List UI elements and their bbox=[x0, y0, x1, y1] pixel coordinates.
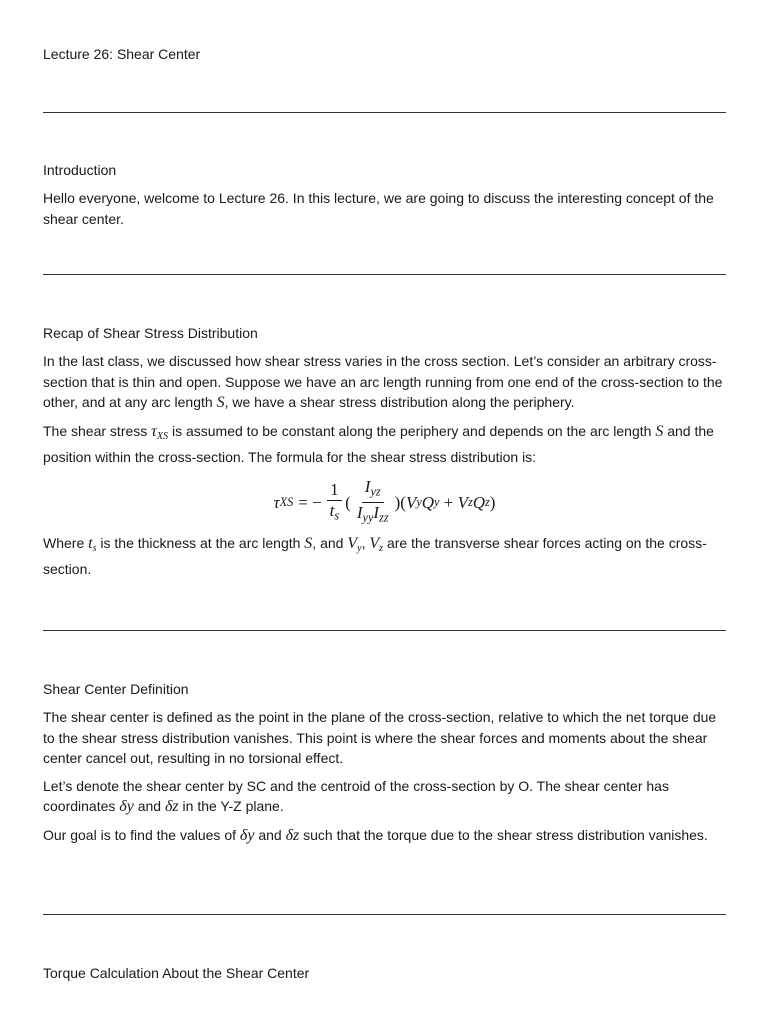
section-torque-calculation bbox=[43, 964, 726, 991]
math-sub: XS bbox=[156, 430, 169, 442]
section-shear-center-definition bbox=[43, 680, 726, 853]
text: in the Y-Z plane. bbox=[178, 798, 284, 814]
paragraph bbox=[43, 351, 726, 414]
math-var: δz bbox=[285, 826, 300, 844]
eq-num: 1 bbox=[327, 481, 342, 501]
divider bbox=[43, 274, 726, 275]
section-recap bbox=[43, 324, 726, 587]
eq-var: V bbox=[457, 492, 468, 512]
math-var: δy bbox=[119, 798, 134, 815]
text: is the thickness at the arc length bbox=[96, 534, 305, 551]
eq-sub: s bbox=[334, 508, 340, 523]
paragraph bbox=[43, 421, 726, 468]
eq-paren: ( bbox=[400, 492, 406, 512]
math-var: V bbox=[347, 534, 358, 552]
math-var: S bbox=[655, 422, 664, 440]
text: such that the torque due to the shear stress distribution vanishes. bbox=[299, 826, 708, 843]
eq-paren: ) bbox=[489, 492, 496, 512]
text: , bbox=[361, 534, 370, 551]
math-var: V bbox=[369, 534, 380, 552]
text: and the position within the cross-section. The formula for the shear stress distribution is: bbox=[43, 422, 714, 466]
eq-fraction bbox=[327, 481, 343, 525]
divider bbox=[43, 914, 726, 915]
section-introduction bbox=[43, 161, 726, 236]
page-title: Lecture 26: Shear Center bbox=[43, 46, 201, 62]
eq-paren: ) bbox=[394, 492, 401, 512]
eq-var: I bbox=[373, 503, 380, 523]
eq-sub: y bbox=[434, 495, 440, 510]
text: are the transverse shear forces acting on the cross-section. bbox=[43, 534, 707, 578]
eq-sub: yy bbox=[362, 510, 374, 525]
eq-var: V bbox=[405, 492, 417, 512]
eq-operator: + bbox=[439, 492, 458, 512]
text: Our goal is to find the values of bbox=[43, 826, 240, 843]
text: , and bbox=[312, 534, 348, 551]
math-var: δz bbox=[164, 798, 179, 815]
section-heading: Torque Calculation About the Shear Center bbox=[43, 965, 310, 981]
eq-den bbox=[327, 501, 343, 525]
divider bbox=[43, 112, 726, 113]
eq-sub: yz bbox=[370, 485, 381, 500]
eq-var: I bbox=[364, 477, 371, 497]
eq-sub: y bbox=[416, 495, 422, 510]
text: The shear stress bbox=[43, 422, 152, 439]
eq-num bbox=[362, 478, 384, 503]
eq-sub: zz bbox=[379, 510, 389, 525]
math-var: τ bbox=[151, 422, 157, 440]
text: and bbox=[254, 826, 286, 843]
paragraph bbox=[43, 776, 726, 818]
text: Where bbox=[43, 534, 89, 551]
eq-var: Q bbox=[421, 492, 435, 512]
section-heading: Shear Center Definition bbox=[43, 681, 189, 697]
paragraph bbox=[43, 533, 726, 580]
paragraph: The shear center is defined as the point in the plane of the cross-section, relative to which the net torque due to the shear stress distribution vanishes. This point is where the shear forces and moments about the shear center cancel out, resulting in no torsional effect. bbox=[43, 709, 717, 766]
divider bbox=[43, 630, 726, 631]
text: Let’s denote the shear center by SC and the centroid of the cross-section by O. The shear center has coordinates bbox=[43, 777, 669, 814]
math-sub: s bbox=[92, 542, 97, 554]
section-heading: Recap of Shear Stress Distribution bbox=[43, 325, 258, 341]
paragraph bbox=[43, 825, 726, 847]
text: , we have a shear stress distribution along the periphery. bbox=[224, 394, 575, 410]
text: In the last class, we discussed how shear stress varies in the cross section. Let’s consider an arbitrary cross-section that is thin and open. Suppose we have an arc length running from one end of the cross-section to the other, and at any arc length bbox=[43, 353, 723, 410]
eq-fraction bbox=[354, 478, 392, 526]
math-sub: y bbox=[357, 542, 362, 554]
eq-sub: z bbox=[467, 495, 473, 510]
eq-lhs: τ bbox=[273, 492, 280, 512]
eq-var: t bbox=[329, 500, 335, 520]
math-var: S bbox=[304, 534, 313, 552]
text: and bbox=[133, 798, 165, 814]
eq-den bbox=[354, 503, 392, 527]
eq-sub: z bbox=[485, 495, 490, 510]
section-heading: Introduction bbox=[43, 162, 117, 178]
math-var: S bbox=[216, 394, 225, 411]
text: is assumed to be constant along the periphery and depends on the arc length bbox=[168, 422, 656, 439]
eq-sub: XS bbox=[279, 495, 294, 510]
eq-paren: ( bbox=[345, 492, 351, 512]
math-var: t bbox=[88, 534, 93, 552]
paragraph: Hello everyone, welcome to Lecture 26. In this lecture, we are going to discuss the interesting concept of the shear center. bbox=[43, 190, 714, 227]
math-sub: z bbox=[379, 542, 384, 554]
eq-var: I bbox=[356, 503, 363, 523]
eq-var: Q bbox=[472, 492, 486, 512]
eq-operator: = − bbox=[298, 492, 322, 512]
math-var: δy bbox=[239, 826, 255, 844]
shear-stress-equation bbox=[43, 475, 726, 531]
